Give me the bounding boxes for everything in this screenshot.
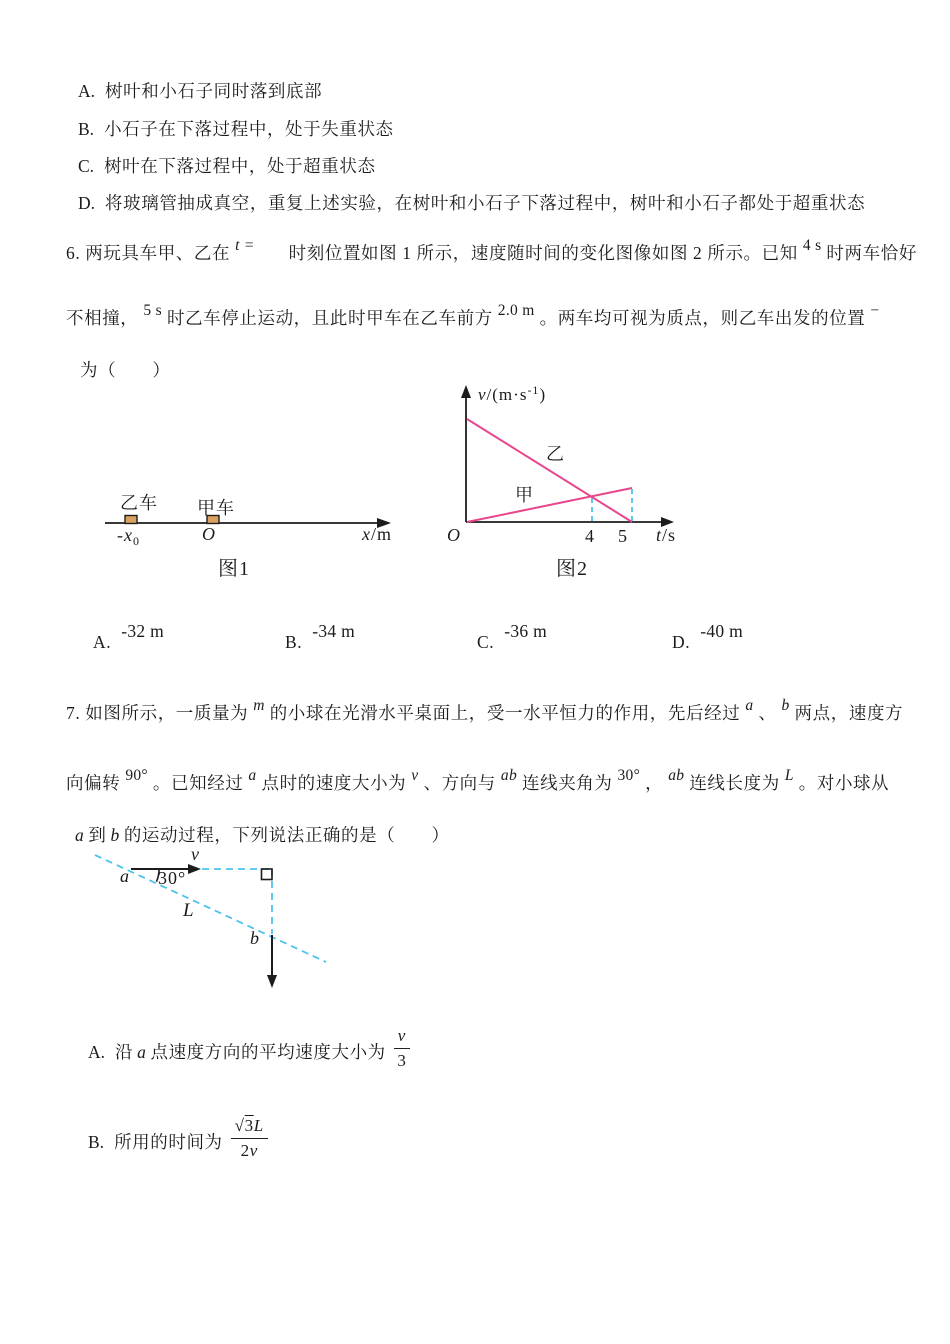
q7-text: 连线长度为 (689, 773, 780, 793)
q7-angle-30: 30° (617, 767, 641, 784)
q6-option-b (285, 621, 356, 655)
fig2-xlabel-unit: /s (662, 525, 677, 545)
fig2-ylabel-v: v (478, 385, 487, 404)
q7-text: 连线夹角为 (522, 773, 613, 793)
fig2-tick-5: 5 (618, 526, 628, 546)
q6-text: 时两车恰好 (826, 243, 917, 263)
fraction-sqrt3L-over-2v (231, 1116, 268, 1160)
q7-var-L: L (253, 1116, 264, 1135)
q6-text: 。两车均可视为质点，则乙车出发的位置 (539, 308, 866, 328)
q7-text: 两点，速度方 (794, 703, 904, 723)
q7-text: 。对小球从 (798, 773, 890, 793)
curve-jia-line (467, 488, 632, 522)
q6-dash-mark: − (870, 302, 880, 319)
q7-var-a: a (248, 767, 257, 784)
option-letter: B. (88, 1132, 105, 1153)
option-text: 沿 (115, 1042, 134, 1063)
option-text: 树叶和小石子同时落到底部 (105, 81, 323, 101)
fraction-denominator (231, 1139, 268, 1161)
q7-diagram-v-label: v (191, 844, 200, 864)
q7-var-a: a (137, 1042, 147, 1063)
fig1-car-yi-label: 乙车 (120, 493, 158, 513)
q6-value-4s: 4 s (802, 237, 822, 254)
q7-text: 的小球在光滑水平桌面上，受一水平恒力的作用，先后经过 (269, 703, 741, 723)
fig2-ylabel-exponent: -1 (527, 383, 540, 397)
q7-stem-line1 (66, 697, 904, 726)
q7-var-v: v (411, 767, 419, 784)
q7-text: 、 (758, 703, 777, 723)
q7-var-a: a (75, 825, 85, 845)
fig1-car-jia-label: 甲车 (197, 498, 235, 518)
q6-value-5s: 5 s (143, 302, 162, 319)
q6-text: 不相撞， (66, 308, 139, 328)
q7-var-v: v (249, 1140, 258, 1160)
q5-option-a (78, 78, 322, 104)
q6-stem-line3 (80, 357, 171, 383)
q7-text: 7. 如图所示，一质量为 (66, 703, 249, 723)
option-text: 将玻璃管抽成真空，重复上述实验，在树叶和小石子下落过程中，树叶和小石子都处于超重状态 (105, 193, 866, 213)
q7-motion-diagram (85, 840, 355, 1000)
q6-stem-line2 (66, 302, 884, 331)
fig1-caption: 图1 (218, 558, 250, 580)
v-axis-arrowhead (461, 385, 471, 398)
q7-diagram-b-label: b (250, 928, 260, 948)
q7-text: 点时的速度大小为 (261, 773, 407, 793)
q7-text: ， (645, 773, 664, 793)
option-text: 点速度方向的平均速度大小为 (150, 1042, 386, 1063)
radical-sign: √ (234, 1116, 245, 1135)
q6-text: 为（ ） (80, 360, 171, 380)
q7-angle-90: 90° (125, 767, 148, 784)
option-text: 树叶在下落过程中，处于超重状态 (104, 156, 376, 176)
option-text: 小石子在下落过程中，处于失重状态 (104, 119, 394, 139)
option-value: -40 m (700, 621, 744, 641)
q6-stem-line1 (66, 237, 917, 266)
q7-text: 、方向与 (423, 773, 496, 793)
q7-option-a (88, 1026, 410, 1076)
fig1-x-subscript: 0 (132, 534, 140, 548)
fraction-denominator: 3 (397, 1050, 407, 1070)
fig2-tick-4: 4 (585, 526, 595, 546)
fig2-xlabel-t: t (656, 525, 663, 545)
fig1-origin-label: O (202, 524, 216, 544)
fig2-ylabel-unit: /(m·s (486, 385, 528, 404)
option-letter: C. (78, 156, 95, 176)
car-yi-marker (125, 516, 137, 524)
option-letter: B. (285, 632, 303, 652)
option-value: -36 m (504, 621, 548, 641)
q6-var-t: t = (235, 237, 255, 254)
den-coefficient: 2 (240, 1140, 250, 1160)
q7-var-m: m (253, 697, 265, 714)
fraction-v-over-3 (394, 1026, 410, 1070)
radicand: 3 (244, 1116, 254, 1135)
fraction-numerator: v (394, 1026, 410, 1049)
q6-option-c (477, 621, 548, 655)
fig1-axis-x: x (362, 524, 371, 544)
q6-option-d (672, 621, 744, 655)
fig1-neg-x: -x (117, 525, 133, 545)
q7-var-ab: ab (500, 767, 517, 784)
figure2-vt-graph (440, 383, 690, 533)
q7-var-L: L (784, 767, 794, 784)
fig2-y-axis-label (478, 385, 546, 405)
q5-option-c (78, 153, 376, 179)
q6-text: 时乙车停止运动，且此时甲车在乙车前方 (166, 308, 493, 328)
q7-var-b: b (781, 697, 790, 714)
q7-diagram-a-label: a (120, 866, 130, 886)
q6-text: 6. 两玩具车甲、乙在 (66, 243, 231, 263)
q7-diagram-angle-label: 30° (158, 868, 187, 888)
q5-option-b (78, 116, 394, 142)
q7-diagram-L-label: L (183, 900, 195, 921)
option-letter: D. (672, 632, 691, 652)
q6-option-a (93, 621, 165, 655)
fraction-numerator (231, 1116, 268, 1139)
option-value: -32 m (121, 621, 165, 641)
velocity-v-arrowhead (188, 864, 201, 874)
fig1-axis-label (362, 524, 392, 545)
q7-stem-line2 (66, 767, 890, 796)
q7-var-ab: ab (668, 767, 685, 784)
q7-option-b (88, 1116, 268, 1166)
q6-text: 时刻位置如图 1 所示，速度随时间的变化图像如图 2 所示。已知 (288, 243, 798, 263)
option-letter: A. (78, 81, 96, 101)
q7-text: 向偏转 (66, 773, 121, 793)
fig2-curve-yi-label: 乙 (546, 444, 565, 464)
fig1-axis-unit: /m (371, 524, 393, 544)
fig2-origin-label: O (447, 525, 461, 545)
option-value: -34 m (312, 621, 356, 641)
option-letter: A. (88, 1042, 106, 1063)
right-angle-marker (262, 869, 273, 880)
option-letter: B. (78, 119, 95, 139)
q7-text: 。已知经过 (152, 773, 244, 793)
velocity-b-arrowhead (267, 975, 277, 988)
q7-var-a: a (745, 697, 754, 714)
fig2-curve-jia-label: 甲 (515, 485, 534, 505)
q5-option-d (78, 190, 865, 216)
option-text: 所用的时间为 (114, 1132, 223, 1153)
fig2-x-axis-label (656, 525, 676, 546)
q7-text: 的运动过程，下列说法正确的是（ ） (123, 825, 450, 845)
option-letter: C. (477, 632, 495, 652)
q7-text: 到 (88, 825, 107, 845)
q6-value-20m: 2.0 m (497, 302, 535, 319)
fig2-ylabel-close: ) (539, 385, 547, 404)
curve-yi-line (467, 419, 632, 522)
fig1-neg-x0-label (117, 525, 140, 546)
option-letter: A. (93, 632, 112, 652)
fig2-caption: 图2 (556, 558, 588, 580)
option-letter: D. (78, 193, 96, 213)
q7-var-b: b (110, 825, 120, 845)
